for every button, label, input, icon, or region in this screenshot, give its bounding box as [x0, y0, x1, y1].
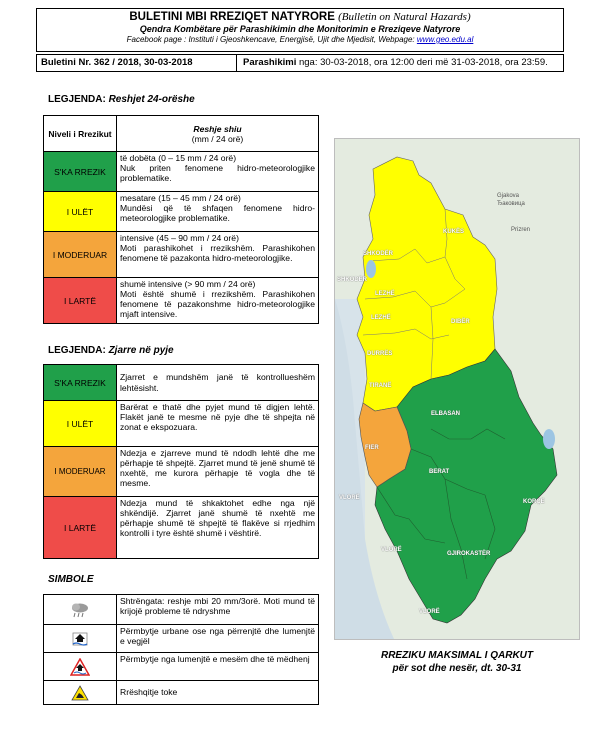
fire-level-moderate: I MODERUAR	[44, 447, 117, 497]
fire-level-high: I LARTË	[44, 497, 117, 559]
rain-row-low	[44, 192, 319, 232]
label-berat: BERAT	[429, 469, 450, 475]
rain-desc-low	[117, 192, 319, 232]
fire-desc-moderate: Ndezja e zjarreve mund të ndodh lehtë dhe me përhapje të shpejtë. Zjarret mund të jenë shumë të nxehtë, me kurora përhapje të vogla dhe të mesme.	[117, 447, 319, 497]
webpage-link[interactable]: www.geo.edu.al	[416, 35, 474, 44]
rain-header-unit: (mm / 24 orë)	[191, 133, 244, 144]
label-vlore: VLORË	[381, 547, 402, 553]
fire-desc-high: Ndezja mund të shkaktohet edhe nga një shkëndijë. Zjarret janë shumë të nxehtë me përhapje shumë të shpejtë të flakëve si rrjedhim kontrolli i tyre është shumë i vështirë.	[117, 497, 319, 559]
title-english: (Bulletin on Natural Hazards)	[338, 11, 471, 23]
rain-level-none: S'KA RREZIK	[44, 152, 117, 192]
rain-level-high: I LARTË	[44, 278, 117, 324]
facebook-text: Facebook page : Instituti i Gjeoshkencave, Energjisë, Ujit dhe Mjedisit, Webpage:	[126, 35, 417, 44]
label-diber: DIBËR	[451, 319, 470, 325]
place-gjakova: Gjakova	[497, 193, 520, 199]
fire-desc-low: Barërat e thatë dhe pyjet mund të digjen lehtë. Flakët janë te mesme në pyje dhe të shpejta në zonat e ekspozuara.	[117, 401, 319, 447]
label-gjirokaster: GJIROKASTËR	[447, 551, 491, 557]
label-kukes: KUKËS	[443, 229, 465, 235]
bulletin-number: Buletini Nr. 362 / 2018, 30-03-2018	[37, 55, 237, 71]
place-prizren: Prizren	[511, 227, 531, 233]
lake-ohrid	[543, 429, 555, 449]
map-caption	[340, 650, 574, 675]
forecast-text: nga: 30-03-2018, ora 12:00 deri më 31-03-2018, ora 23:59.	[298, 57, 548, 68]
rain-desc-none-1: të dobëta (0 – 15 mm / 24 orë)	[120, 153, 237, 163]
rain-desc-low-1: mesatare (15 – 45 mm / 24 orë)	[120, 193, 241, 203]
risk-level-header: Niveli i Rrezikut	[44, 116, 117, 152]
rain-legend-title	[48, 94, 195, 105]
symbol-desc-urban: Përmbytje urbane ose nga përrenjtë dhe lumenjtë e vegjël	[117, 625, 319, 653]
rain-desc-high-1: shumë intensive (> 90 mm / 24 orë)	[120, 279, 256, 289]
bulletin-header	[36, 8, 564, 52]
place-gjakova-cyr: Ђаковица	[497, 201, 525, 207]
symbol-row-landslide	[44, 681, 319, 705]
map-caption-line1: RREZIKU MAKSIMAL I QARKUT	[380, 650, 534, 661]
symbol-row-river	[44, 653, 319, 681]
label-tirane: TIRANË	[369, 383, 392, 389]
label-lezhe: LEZHË	[375, 291, 395, 297]
rain-row-moderate	[44, 232, 319, 278]
rain-legend-subtitle: Reshjet 24-orëshe	[108, 94, 195, 105]
rain-desc-moderate-1: intensive (45 – 90 mm / 24 orë)	[120, 233, 239, 243]
label-shkoder-coast: SHKODËR	[337, 277, 368, 283]
rain-legend-header-row	[44, 116, 319, 152]
fire-row-high	[44, 497, 319, 559]
rain-desc-high	[117, 278, 319, 324]
rain-level-moderate: I MODERUAR	[44, 232, 117, 278]
rain-header-title: Reshje shiu	[193, 123, 242, 134]
fire-row-moderate	[44, 447, 319, 497]
fire-desc-none: Zjarret e mundshëm janë të kontrollueshëm lehtësisht.	[117, 365, 319, 401]
rain-header	[117, 116, 319, 152]
landslide-icon	[44, 681, 117, 705]
symbols-table	[43, 594, 319, 705]
fire-legend-subtitle: Zjarre në pyje	[108, 345, 174, 356]
symbol-row-storm	[44, 595, 319, 625]
forecast-period	[237, 55, 563, 71]
label-vlore-top: VLORË	[339, 495, 360, 501]
rain-row-high	[44, 278, 319, 324]
label-elbasan: ELBASAN	[431, 411, 461, 417]
label-durres: DURRËS	[367, 351, 393, 357]
symbol-desc-river: Përmbytje nga lumenjtë e mesëm dhe të mëdhenj	[117, 653, 319, 681]
center-name: Qendra Kombëtare për Parashikimin dhe Monitorimin e Rreziqeve Natyrore	[139, 24, 461, 34]
rain-desc-moderate	[117, 232, 319, 278]
symbol-desc-landslide: Rrëshqitje toke	[117, 681, 319, 705]
map-caption-line2: për sot dhe nesër, dt. 30-31	[392, 662, 522, 674]
rain-desc-none	[117, 152, 319, 192]
label-fier: FIER	[365, 445, 379, 451]
bulletin-title	[37, 11, 563, 23]
fire-row-low	[44, 401, 319, 447]
lake-shkoder	[366, 260, 376, 278]
fire-legend-label: LEGJENDA:	[48, 345, 106, 356]
rain-legend-table	[43, 115, 319, 324]
forecast-label: Parashikimi	[243, 57, 297, 68]
links-line	[37, 35, 563, 44]
symbols-title: SIMBOLE	[48, 574, 94, 585]
fire-legend-title	[48, 345, 174, 356]
rain-desc-none-2: Nuk priten fenomene hidro-meteorologjike problematike.	[120, 163, 315, 184]
fire-level-low: I ULËT	[44, 401, 117, 447]
symbol-desc-storm: Shtrëngata: reshje mbi 20 mm/3orë. Moti mund të krijojë probleme të ndryshme	[117, 595, 319, 625]
rain-desc-moderate-2: Moti parashikohet i rrezikshëm. Parashikohen fenomene të pazakonta hidro-meteorologjike.	[120, 243, 315, 264]
fire-legend-table	[43, 364, 319, 559]
fire-row-none	[44, 365, 319, 401]
albania-risk-map	[334, 138, 580, 640]
symbol-row-urban	[44, 625, 319, 653]
thunderstorm-icon	[44, 595, 117, 625]
rain-legend-label: LEGJENDA:	[48, 94, 106, 105]
rain-desc-low-2: Mundësi që të shfaqen fenomene hidro-meteorologjike problematike.	[120, 203, 315, 224]
map-graphic	[335, 139, 580, 640]
title-text: BULETINI MBI RREZIQET NATYRORE	[129, 11, 335, 23]
label-lezhe-2: LEZHË	[371, 315, 391, 321]
label-korce: KORÇË	[523, 499, 545, 505]
fire-level-none: S'KA RREZIK	[44, 365, 117, 401]
rain-row-none	[44, 152, 319, 192]
label-vlore-bottom: VLORË	[419, 609, 440, 615]
river-flood-icon	[44, 653, 117, 681]
label-shkoder: SHKODËR	[363, 251, 394, 257]
rain-level-low: I ULËT	[44, 192, 117, 232]
rain-desc-high-2: Moti është shumë i rrezikshëm. Parashikohen fenomene të pazakonshme hidro-meteorologjike mjaft intensive.	[120, 289, 315, 320]
bulletin-info-bar	[36, 54, 564, 72]
urban-flood-icon	[44, 625, 117, 653]
